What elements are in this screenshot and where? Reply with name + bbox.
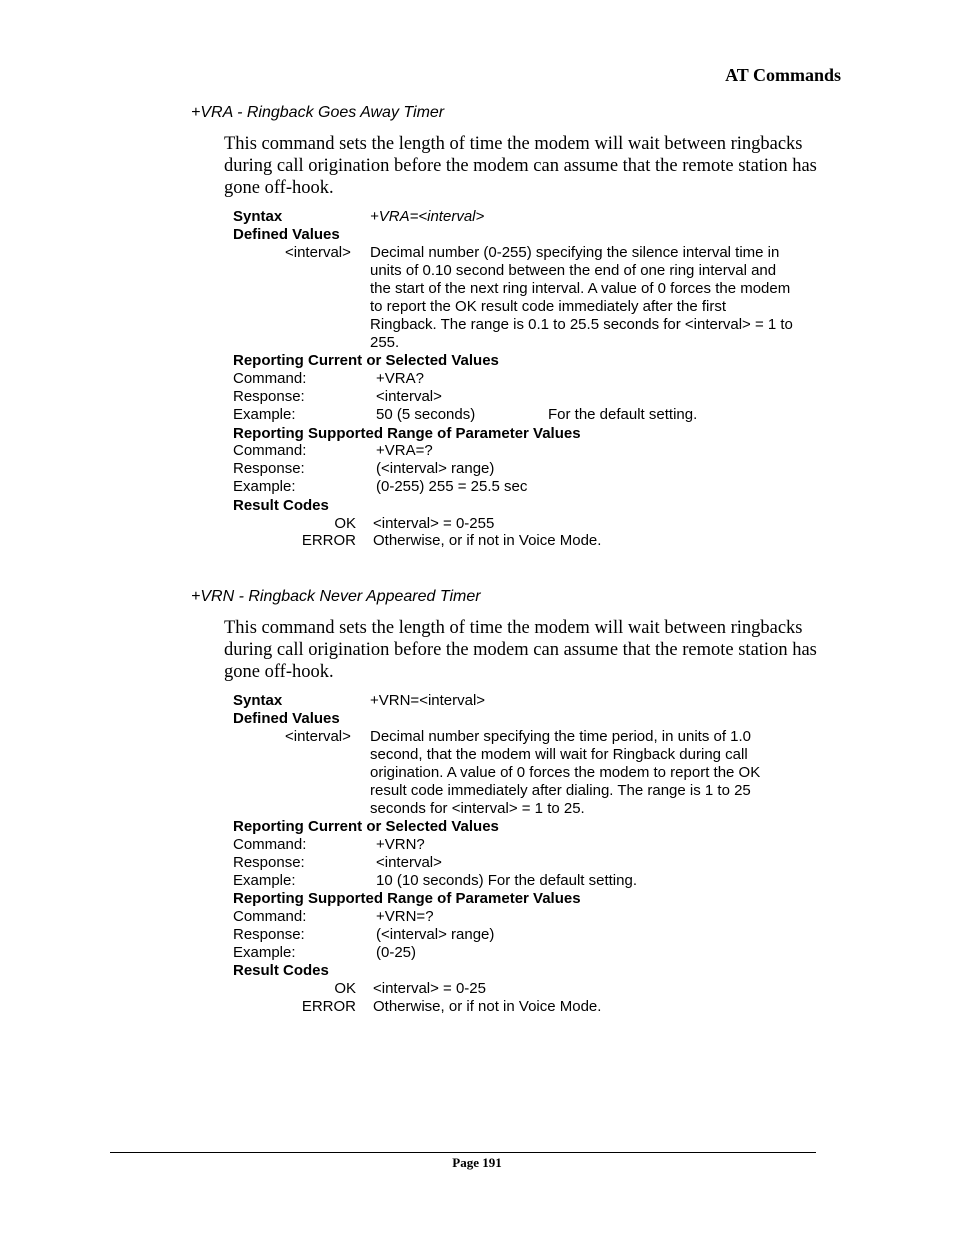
description-line: Decimal number (0-255) specifying the silence interval time in <box>370 244 780 261</box>
intro-line: gone off-hook. <box>224 178 334 198</box>
description-line: units of 0.10 second between the end of one ring interval and <box>370 262 777 279</box>
example-value: (0-25) <box>376 944 417 961</box>
command-value: +VRA? <box>376 370 424 387</box>
current-values-heading: Reporting Current or Selected Values <box>233 818 499 835</box>
intro-line: This command sets the length of time the modem will wait between ringbacks <box>224 134 803 154</box>
description-line: seconds for <interval> = 1 to 25. <box>370 800 585 817</box>
section-title: +VRN - Ringback Never Appeared Timer <box>191 588 481 605</box>
example-value: 50 (5 seconds) <box>376 406 476 423</box>
description-line: to report the OK result code immediately after the first <box>370 298 726 315</box>
syntax-value: +VRN=<interval> <box>370 692 486 709</box>
supported-range-heading: Reporting Supported Range of Parameter Values <box>233 890 581 907</box>
command-label: Command: <box>233 908 307 925</box>
response-value: <interval> <box>376 854 442 871</box>
command-label: Command: <box>233 836 307 853</box>
result-code-ok: OK <box>334 515 356 532</box>
intro-line: during call origination before the modem can assume that the remote station has <box>224 640 817 660</box>
supported-range-heading: Reporting Supported Range of Parameter Values <box>233 425 581 442</box>
result-code-error-description: Otherwise, or if not in Voice Mode. <box>373 532 602 549</box>
result-codes-heading: Result Codes <box>233 962 329 979</box>
description-line: 255. <box>370 334 400 351</box>
command-label: Command: <box>233 370 307 387</box>
description-line: Decimal number specifying the time period, in units of 1.0 <box>370 728 752 745</box>
example-label: Example: <box>233 872 296 889</box>
result-code-ok-description: <interval> = 0-255 <box>373 515 495 532</box>
defined-values-label: Defined Values <box>233 226 340 243</box>
description-line: result code immediately after dialing. The range is 1 to 25 <box>370 782 751 799</box>
current-values-heading: Reporting Current or Selected Values <box>233 352 499 369</box>
section-intro <box>224 133 817 199</box>
response-value: (<interval> range) <box>376 460 495 477</box>
command-value: +VRN? <box>376 836 425 853</box>
result-codes-heading: Result Codes <box>233 497 329 514</box>
command-label: Command: <box>233 442 307 459</box>
defined-values-label: Defined Values <box>233 710 340 727</box>
example-note: For the default setting. <box>548 406 698 423</box>
parameter-name: <interval> <box>285 244 351 261</box>
response-label: Response: <box>233 926 305 943</box>
description-line: origination. A value of 0 forces the modem to report the OK <box>370 764 761 781</box>
parameter-description <box>370 244 793 352</box>
page-header-title: AT Commands <box>725 65 841 85</box>
response-label: Response: <box>233 854 305 871</box>
footer-divider <box>110 1152 816 1153</box>
parameter-description <box>370 728 760 818</box>
syntax-value <box>370 208 484 226</box>
example-label: Example: <box>233 406 296 423</box>
example-value: (0-255) 255 = 25.5 sec <box>376 478 528 495</box>
description-line: Ringback. The range is 0.1 to 25.5 seconds for <interval> = 1 to <box>370 316 793 333</box>
result-code-error: ERROR <box>301 998 356 1015</box>
response-label: Response: <box>233 388 305 405</box>
example-label: Example: <box>233 944 296 961</box>
command-value: +VRA=? <box>376 442 433 459</box>
parameter-name: <interval> <box>285 728 351 745</box>
response-label: Response: <box>233 460 305 477</box>
syntax-parameter: <interval> <box>418 208 485 225</box>
section-title: +VRA - Ringback Goes Away Timer <box>191 104 445 121</box>
example-value: 10 (10 seconds) For the default setting. <box>376 872 637 889</box>
syntax-command: +VRA= <box>370 208 419 225</box>
syntax-label: Syntax <box>233 208 283 225</box>
response-value: <interval> <box>376 388 442 405</box>
result-code-error-description: Otherwise, or if not in Voice Mode. <box>373 998 602 1015</box>
result-code-ok-description: <interval> = 0-25 <box>373 980 486 997</box>
intro-line: gone off-hook. <box>224 662 334 682</box>
section-intro <box>224 617 817 683</box>
page-number: Page 191 <box>452 1155 502 1170</box>
description-line: second, that the modem will wait for Ringback during call <box>370 746 748 763</box>
response-value: (<interval> range) <box>376 926 495 943</box>
intro-line: during call origination before the modem can assume that the remote station has <box>224 156 817 176</box>
example-label: Example: <box>233 478 296 495</box>
description-line: the start of the next ring interval. A value of 0 forces the modem <box>370 280 791 297</box>
result-code-error: ERROR <box>301 532 356 549</box>
intro-line: This command sets the length of time the modem will wait between ringbacks <box>224 618 803 638</box>
syntax-label: Syntax <box>233 692 283 709</box>
command-value: +VRN=? <box>376 908 434 925</box>
result-code-ok: OK <box>334 980 356 997</box>
